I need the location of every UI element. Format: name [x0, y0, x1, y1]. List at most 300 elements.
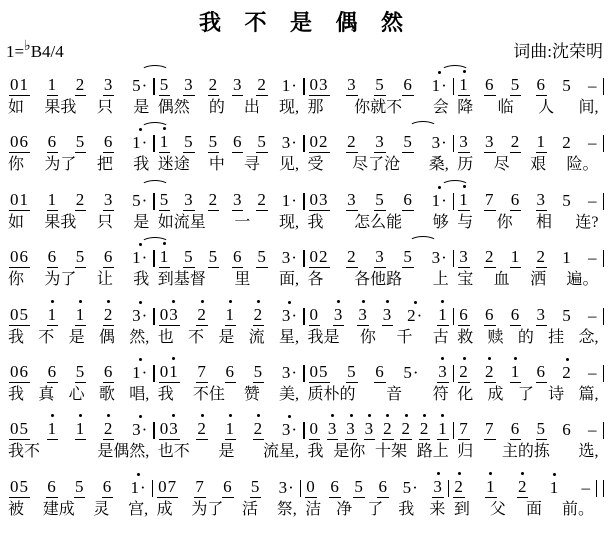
measure	[156, 191, 302, 211]
note-text: 5	[75, 247, 86, 267]
note-text: –	[588, 248, 598, 268]
note-text: 6	[103, 247, 114, 267]
measure	[6, 420, 152, 440]
note	[458, 76, 470, 96]
note-text: 7	[485, 419, 495, 439]
note-text: 3	[103, 189, 114, 209]
note	[377, 478, 389, 498]
note	[536, 420, 548, 440]
lyric-word: 也不	[157, 443, 190, 461]
note	[75, 133, 87, 153]
note	[102, 478, 114, 498]
note	[131, 134, 149, 153]
note-text: 1·	[130, 477, 147, 497]
lyric-word: 我	[133, 156, 150, 174]
note-text: 5	[159, 75, 170, 94]
note-text: 2	[257, 75, 267, 94]
lyric-word: 我	[157, 385, 174, 403]
lyric-word: 面,	[278, 271, 299, 289]
octave-dot	[368, 414, 371, 417]
note	[131, 192, 149, 211]
lyric-word: 面	[525, 500, 542, 518]
note-text: 6	[510, 419, 521, 439]
lyric-word: 我	[398, 500, 415, 518]
note	[549, 479, 561, 498]
lyric-word: 不住	[192, 385, 225, 403]
note-text: 3	[433, 476, 443, 496]
measure	[6, 76, 152, 96]
measure	[455, 363, 601, 383]
measure	[6, 133, 152, 153]
note	[129, 479, 147, 498]
note	[75, 306, 87, 326]
note	[75, 76, 87, 96]
staff-system	[6, 181, 605, 232]
note-text: 2	[75, 75, 86, 94]
lyric-measure	[455, 386, 600, 404]
measure	[156, 248, 302, 268]
lyric-word: 然,	[129, 328, 150, 346]
note	[431, 249, 449, 268]
note	[484, 363, 496, 383]
note-text: 1	[47, 75, 58, 94]
key-and-meter: B4/4	[30, 42, 64, 61]
note-text: 2	[517, 476, 528, 496]
note	[561, 307, 573, 326]
note	[484, 420, 496, 440]
note-text: 1·	[132, 362, 149, 382]
measure	[156, 363, 302, 383]
note	[309, 363, 330, 383]
note	[309, 306, 321, 326]
note-text: 5	[184, 247, 194, 267]
lyric-word: 你	[359, 328, 376, 346]
note	[587, 77, 599, 96]
note	[374, 133, 386, 153]
note	[159, 363, 180, 383]
lyric-word: 历	[457, 156, 474, 174]
note-text: 3	[333, 304, 344, 324]
note-text: 2	[197, 304, 207, 324]
note-text: 1	[536, 132, 546, 152]
note	[196, 420, 208, 440]
note-text: 3·	[281, 133, 298, 153]
note-text: 5	[208, 247, 219, 267]
note	[536, 76, 548, 96]
measure	[156, 420, 302, 440]
lyric-word: 让	[96, 271, 113, 289]
song-title: 我 不 是 偶 然	[198, 10, 412, 35]
lyric-word: 流星,	[262, 443, 299, 461]
lyric-word: 如流星	[157, 213, 206, 231]
note	[159, 191, 171, 211]
note	[402, 133, 414, 153]
lyric-spacer	[601, 271, 606, 289]
lyric-measure	[6, 99, 151, 117]
note-text: 2·	[407, 305, 424, 325]
lyric-measure	[155, 501, 299, 519]
note	[74, 478, 86, 498]
note	[309, 191, 330, 211]
lyric-measure	[156, 443, 301, 461]
octave-dot	[405, 414, 408, 417]
note	[346, 133, 358, 153]
lyric-word: 到基督	[157, 271, 206, 289]
note-text: 2	[253, 304, 264, 324]
note-text: 6	[102, 476, 113, 496]
note	[159, 306, 180, 326]
note-text: 5·	[132, 190, 149, 210]
note	[484, 191, 496, 211]
lyric-word: 到	[453, 500, 470, 518]
lyric-measure	[6, 329, 151, 347]
note-text: 2	[485, 361, 495, 381]
note	[159, 420, 180, 440]
measure	[156, 133, 302, 153]
note-text: 07	[158, 476, 178, 496]
barline	[153, 78, 155, 95]
note-text: 01	[159, 361, 179, 381]
lyric-word: 我	[133, 271, 150, 289]
note-text: 01	[10, 189, 29, 209]
lyric-measure	[6, 386, 151, 404]
barline	[303, 78, 305, 95]
note	[253, 420, 265, 440]
lyric-word: 的	[517, 328, 534, 346]
octave-dot	[423, 414, 426, 417]
lyric-word: 遍。	[566, 271, 599, 289]
lyric-word: 各	[307, 271, 324, 289]
note-text: 3	[364, 419, 375, 439]
lyric-word: 相	[536, 213, 553, 231]
note	[587, 421, 599, 440]
lyric-spacer	[601, 386, 606, 404]
note-text: 3	[347, 75, 357, 94]
note	[208, 133, 220, 153]
notes-row	[6, 296, 605, 326]
note-text: 06	[10, 132, 29, 152]
lyric-word: 我	[8, 385, 25, 403]
lyric-word: 是	[133, 99, 150, 116]
lyric-word: 艰	[530, 156, 547, 174]
barline	[603, 135, 605, 152]
notes-row	[6, 66, 605, 96]
lyric-word: 念,	[578, 328, 599, 346]
octave-dot	[441, 414, 444, 417]
note-text: 1	[225, 304, 236, 324]
note-text: 6	[47, 132, 58, 152]
octave-dot	[362, 300, 365, 303]
note	[103, 191, 115, 211]
note	[157, 478, 178, 498]
note	[256, 248, 268, 268]
measure	[455, 133, 601, 153]
note-text: 3·	[132, 420, 149, 440]
note-text: 2	[257, 189, 267, 209]
lyric-word: 歌	[98, 385, 115, 403]
note-text: 06	[10, 361, 29, 381]
note-text: 06	[10, 247, 29, 267]
staff-system	[6, 410, 605, 461]
note	[225, 420, 237, 440]
lyric-measure	[455, 214, 600, 232]
lyric-word: 那	[307, 99, 324, 116]
note-text: 2	[253, 419, 264, 439]
lyric-measure	[455, 443, 600, 461]
octave-dot	[107, 300, 110, 303]
note-text: 6	[47, 247, 58, 267]
measure	[6, 306, 152, 326]
note	[253, 306, 265, 326]
lyric-word: 出	[243, 99, 260, 116]
lyric-word: 一	[234, 213, 251, 231]
note-text: 1	[47, 304, 58, 324]
note	[437, 363, 449, 383]
lyric-word: 只	[96, 213, 113, 231]
lyric-word: 尽了沧	[352, 156, 401, 174]
note-text: 5	[562, 76, 572, 95]
note	[46, 478, 58, 498]
note-text: –	[588, 305, 598, 325]
lyric-word: 我是	[307, 328, 340, 346]
measure	[450, 478, 595, 498]
note	[382, 306, 394, 326]
note	[561, 192, 573, 211]
note-text: 0	[309, 419, 319, 439]
note-text: 03	[159, 419, 179, 439]
note-text: 2	[208, 75, 219, 94]
barline	[453, 193, 455, 210]
lyric-spacer	[601, 443, 606, 461]
note-text: –	[588, 362, 598, 382]
octave-dot	[79, 300, 82, 303]
note-text: 1·	[431, 76, 448, 95]
lyric-word: 成	[156, 500, 173, 518]
lyric-word: 星,	[278, 328, 299, 346]
lyric-word: 活	[242, 500, 259, 518]
note-text: 3·	[281, 362, 298, 382]
lyric-word: 净	[336, 500, 353, 518]
note-text: 02	[309, 247, 329, 267]
lyric-word: 前。	[561, 500, 594, 518]
barline	[453, 422, 455, 439]
lyric-word: 成	[487, 385, 504, 403]
lyric-word: 了	[517, 385, 534, 403]
note-text: 7	[459, 419, 469, 439]
note	[458, 133, 470, 153]
octave-dot	[201, 414, 204, 417]
lyric-word: 果我	[44, 99, 77, 116]
note	[196, 306, 208, 326]
note-text: 5	[562, 305, 572, 325]
staff-system	[6, 353, 605, 404]
lyric-word: 够	[432, 213, 449, 231]
octave-dot	[441, 357, 444, 360]
octave-dot	[521, 472, 524, 475]
note-text: 5	[375, 189, 385, 209]
lyric-word: 我不	[8, 443, 41, 461]
note	[309, 420, 321, 440]
lyric-word: 祭,	[276, 500, 297, 518]
note-text: 3	[375, 132, 385, 152]
lyric-word: 不	[188, 328, 205, 346]
lyric-word: 篇,	[578, 385, 599, 403]
lyric-word: 救	[457, 328, 474, 346]
note-text: 5	[510, 75, 521, 94]
note	[374, 76, 386, 96]
lyric-word: 把	[96, 156, 113, 174]
lyric-word: 上	[432, 271, 449, 289]
lyrics-row	[6, 386, 605, 404]
barline	[153, 135, 155, 152]
note-text: 3	[103, 75, 114, 94]
note	[364, 420, 376, 440]
note	[517, 478, 529, 498]
note-text: 5·	[402, 477, 419, 497]
note-text: 3·	[281, 248, 298, 268]
measure	[306, 133, 452, 153]
note	[374, 191, 386, 211]
barline	[603, 193, 605, 210]
barline	[453, 78, 455, 95]
octave-dot	[172, 414, 175, 417]
notes-row	[6, 238, 605, 268]
lyric-word: 是	[68, 328, 85, 346]
lyric-spacer	[601, 156, 606, 174]
note-text: 0	[309, 304, 319, 324]
note	[222, 478, 234, 498]
note-text: 2	[562, 133, 572, 153]
note	[437, 306, 449, 326]
staff-system	[6, 66, 605, 117]
note-text: 6	[232, 132, 243, 152]
note-text: 1	[225, 419, 236, 439]
note	[406, 307, 424, 326]
note	[329, 478, 341, 498]
note-text: 0	[306, 476, 316, 496]
note-text: 2	[459, 361, 469, 381]
note-text: 1·	[281, 190, 298, 210]
note-text: 3	[438, 361, 448, 381]
lyric-measure	[6, 501, 150, 519]
lyric-word: 赞	[243, 385, 260, 403]
octave-dot	[566, 358, 569, 361]
note-text: 1	[47, 419, 58, 439]
note-text: 1	[438, 419, 448, 439]
note	[256, 133, 268, 153]
note-text: 3	[327, 419, 338, 439]
lyric-word: 是	[218, 328, 235, 346]
note	[374, 363, 386, 383]
note	[250, 478, 262, 498]
octave-dot	[51, 300, 54, 303]
note	[309, 76, 330, 96]
note	[305, 478, 317, 498]
note	[587, 307, 599, 326]
note-text: 5	[403, 247, 413, 267]
note	[536, 191, 548, 211]
lyric-measure	[306, 443, 451, 461]
barline	[152, 480, 154, 497]
lyrics-row	[6, 443, 605, 461]
note	[561, 249, 573, 268]
note-text: 5	[257, 247, 267, 267]
note-text: 03	[309, 75, 329, 94]
lyric-word: 我	[8, 328, 25, 346]
note-text: 5·	[403, 362, 420, 382]
lyric-word: 诗	[548, 385, 565, 403]
note	[536, 133, 548, 153]
key-signature	[6, 39, 64, 62]
note	[357, 306, 369, 326]
measure	[455, 191, 601, 211]
octave-dot	[229, 300, 232, 303]
note	[431, 77, 449, 96]
lyric-word: 流	[248, 328, 265, 346]
lyric-word: 现,	[278, 99, 299, 116]
lyric-word: 人	[538, 99, 555, 116]
barline	[300, 480, 302, 497]
notes-row	[6, 181, 605, 211]
note-text: 1	[459, 75, 469, 94]
note	[309, 248, 330, 268]
note-text: 6	[103, 361, 114, 381]
note-text: 6	[225, 361, 236, 381]
note-text: 2	[347, 247, 357, 267]
note	[453, 478, 465, 498]
note	[561, 421, 573, 440]
note	[47, 248, 59, 268]
lyric-word: 连?	[575, 213, 599, 231]
note	[9, 420, 30, 440]
lyric-word: 音	[386, 385, 403, 403]
lyric-word: 主的拣	[501, 443, 550, 461]
lyric-word: 如	[8, 213, 25, 231]
barline	[603, 78, 605, 95]
note-text: 3	[382, 304, 393, 324]
note	[9, 306, 30, 326]
barline	[153, 308, 155, 325]
note	[587, 364, 599, 383]
barline	[603, 250, 605, 267]
lyric-word: 选,	[578, 443, 599, 461]
note	[47, 191, 59, 211]
lyrics-row	[6, 214, 605, 232]
lyric-measure	[306, 386, 451, 404]
note-text: 5	[208, 132, 219, 152]
staff-system	[6, 123, 605, 174]
note	[587, 134, 599, 153]
note	[208, 248, 220, 268]
note	[47, 306, 59, 326]
note-text: 1	[75, 304, 86, 324]
note	[561, 134, 573, 153]
lyrics-row	[6, 99, 605, 117]
lyric-spacer	[596, 501, 605, 519]
lyric-measure	[156, 99, 301, 117]
note	[281, 249, 299, 268]
lyric-word: 与	[457, 213, 474, 231]
note	[232, 133, 244, 153]
octave-dot	[463, 70, 466, 73]
note-text: 2	[208, 189, 219, 209]
note	[232, 248, 244, 268]
note	[431, 134, 449, 153]
tie-arc	[409, 236, 437, 248]
note	[75, 420, 87, 440]
note-text: 2	[75, 189, 86, 209]
note	[159, 76, 171, 96]
